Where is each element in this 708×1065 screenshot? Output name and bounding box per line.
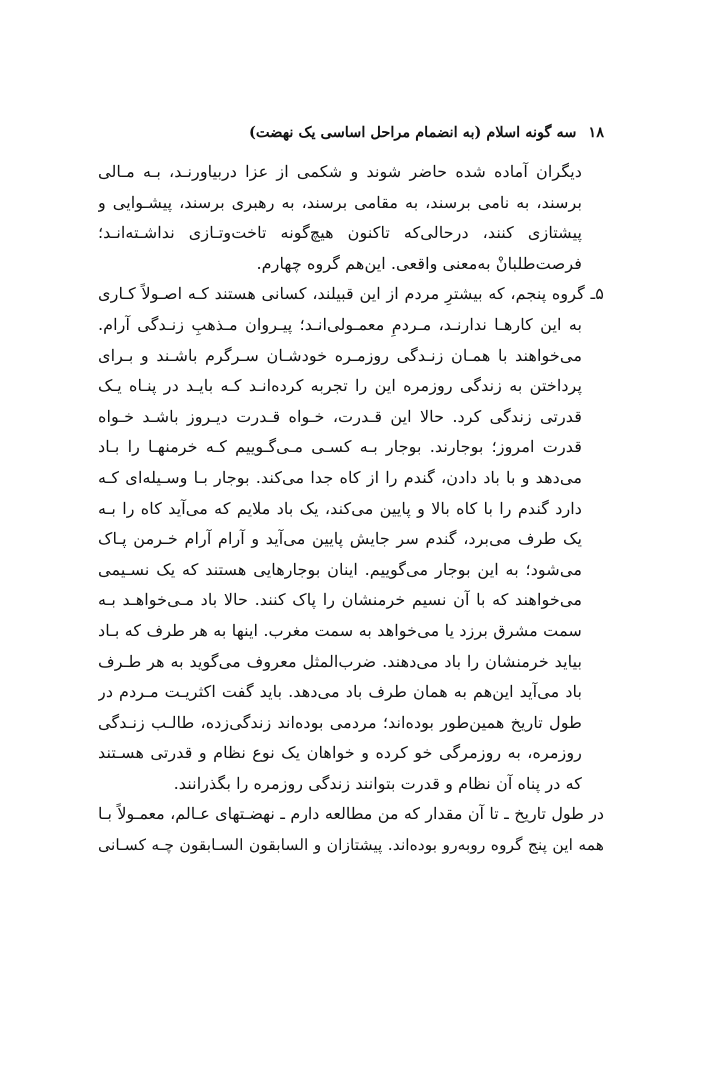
text-line: می‌خواهند با همـان زنـدگی روزمـره خودشـان سـرگرم باشـند و بـرای [98,345,582,365]
text-line: یک طرف می‌برد، گندم سر جایش پایین می‌آید و آرام آرام خـرمن پـاک [98,529,582,549]
chapter-title: سه گونه اسلام (به انضمام مراحل اساسی یک نهضت) [249,123,577,141]
text-line: می‌دهد و با باد دادن، گندم را از کاه جدا می‌کند. بوجار بـا وسـیله‌ای کـه [98,467,582,487]
text-line: قدرتی زندگی کرد. حالا این قـدرت، خـواه قـدرت دیـروز باشـد خـواه [98,406,582,426]
running-header [98,120,604,144]
text-line: ۵ـ گروه پنجم، که بیشترِ مردم از این قبیلند، کسانی هستند کـه اصـولاً کـاری [98,284,604,304]
text-line: باد می‌آید این‌هم به همان طرف باد می‌دهد. باید گفت اکثریـت مـردم در [98,682,582,702]
text-line: می‌خواهند که با آن نسیم خرمنشان را پاک کنند. حالا باد مـی‌خواهـد بـه [98,590,582,610]
text-line: دیگران آماده شده حاضر شوند و شکمی از عزا دربیاورنـد، بـه مـالی [98,162,582,181]
text-line: در طول تاریخ ـ تا آن مقدار که من مطالعه دارم ـ نهضـتهای عـالم، معمـولاً بـا [98,804,604,824]
text-line: طول تاریخ همین‌طور بوده‌اند؛ مردمی بوده‌اند زندگی‌زده، طالـب زنـدگی [98,712,582,732]
page-number: ۱۸ [588,123,604,141]
text-line: می‌شود؛ به این بوجار می‌گوییم. اینان بوجارهایی هستند که یک نسـیمی [98,559,582,579]
text-line: دارد گندم را با کاه بالا و پایین می‌کند، یک باد ملایم که می‌آید کاه را بـه [98,498,582,518]
text-line: پیشتازی کنند، درحالی‌که تاکنون هیچ‌گونه تاخت‌وتـازی نداشـته‌انـد؛ [98,223,582,243]
text-line: پرداختن به زندگی روزمره این را تجربه کرده‌انـد کـه بایـد در پنـاه یـک [98,376,582,396]
text-line: فرصت‌طلبانْ به‌معنی واقعی. این‌هم گروه چهارم. [256,253,582,273]
text-line: سمت مشرق برزد یا می‌خواهد به سمت مغرب. اینها به هر طرف که بـاد [98,620,582,640]
text-line: روزمره، به روزمرگی خو کرده و خواهان یک نوع نظام و قدرتی هسـتند [98,743,582,763]
text-line: به این کارهـا ندارنـد، مـردمِ معمـولی‌انـد؛ پیـروان مـذهبِ زنـدگی آرام. [98,314,582,334]
text-line: همه این پنج گروه روبه‌رو بوده‌اند. پیشتازان و السابقون السـابقون چـه کسـانی [98,836,604,855]
text-line: بیاید خرمنشان را باد می‌دهند. ضرب‌المثل معروف می‌گوید به هر طـرف [98,651,582,671]
text-line: که در پناه آن نظام و قدرت بتوانند زندگی روزمره را بگذرانند. [173,773,582,793]
text-line: قدرت امروز؛ بوجارند. بوجار بـه کسـی مـی‌گـوییم کـه خرمنهـا را بـاد [98,437,582,457]
text-line: برسند، به نامی برسند، به مقامی برسند، به رهبری برسند، پیشـوایی و [98,192,582,212]
body-text [98,157,604,861]
